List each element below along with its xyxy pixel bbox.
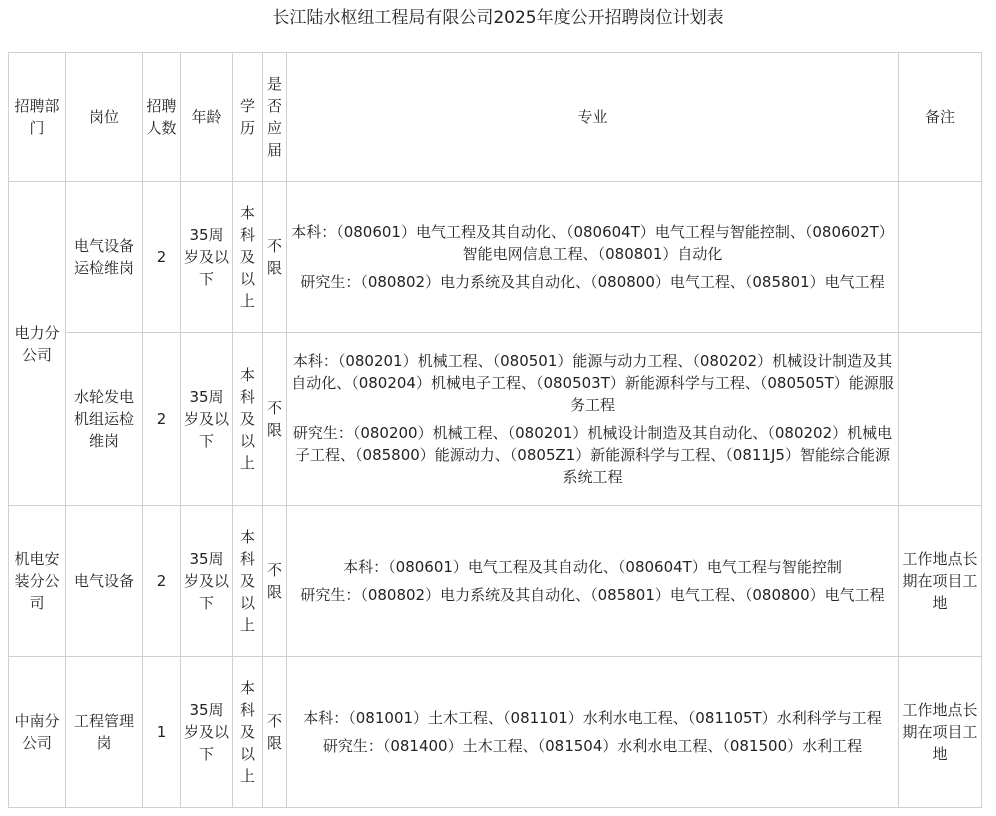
major-graduate: 研究生：（080802）电力系统及其自动化、（080800）电气工程、（085801）电气工程 — [300, 273, 885, 291]
cell-fresh: 不限 — [263, 333, 287, 506]
cell-remark — [899, 182, 982, 333]
header-dept: 招聘部门 — [9, 53, 66, 182]
cell-education: 本科及以上 — [233, 182, 263, 333]
cell-education: 本科及以上 — [233, 657, 263, 808]
table-header-row — [9, 53, 982, 182]
cell-remark: 工作地点长期在项目工地 — [899, 506, 982, 657]
header-age: 年龄 — [181, 53, 233, 182]
table-row — [9, 333, 982, 506]
header-position: 岗位 — [66, 53, 143, 182]
cell-education: 本科及以上 — [233, 333, 263, 506]
cell-remark — [899, 333, 982, 506]
cell-fresh: 不限 — [263, 182, 287, 333]
major-undergrad: 本科：（080201）机械工程、（080501）能源与动力工程、（080202）机械设计制造及其自动化、（080204）机械电子工程、（080503T）新能源科学与工程、（080505T）能源服务工程 — [291, 352, 894, 414]
cell-remark: 工作地点长期在项目工地 — [899, 657, 982, 808]
cell-age: 35周岁及以下 — [181, 657, 233, 808]
cell-position: 电气设备 — [66, 506, 143, 657]
cell-count: 2 — [143, 506, 181, 657]
cell-fresh: 不限 — [263, 657, 287, 808]
cell-count: 1 — [143, 657, 181, 808]
cell-major — [287, 506, 899, 657]
cell-dept: 中南分公司 — [9, 657, 66, 808]
cell-count: 2 — [143, 333, 181, 506]
header-education: 学历 — [233, 53, 263, 182]
major-graduate: 研究生：（080802）电力系统及其自动化、（085801）电气工程、（080800）电气工程 — [300, 586, 885, 604]
header-count: 招聘人数 — [143, 53, 181, 182]
cell-position: 水轮发电机组运检维岗 — [66, 333, 143, 506]
table-row — [9, 657, 982, 808]
header-remark: 备注 — [899, 53, 982, 182]
cell-major — [287, 657, 899, 808]
cell-age: 35周岁及以下 — [181, 333, 233, 506]
major-undergrad: 本科：（080601）电气工程及其自动化、（080604T）电气工程与智能控制、（080602T）智能电网信息工程、（080801）自动化 — [291, 223, 894, 263]
recruitment-plan-table — [8, 52, 982, 808]
cell-age: 35周岁及以下 — [181, 506, 233, 657]
cell-position: 电气设备运检维岗 — [66, 182, 143, 333]
major-graduate: 研究生：（080200）机械工程、（080201）机械设计制造及其自动化、（080202）机械电子工程、（085800）能源动力、（0805Z1）新能源科学与工程、（0811J5）智能综合能源系统工程 — [292, 424, 893, 486]
cell-major — [287, 182, 899, 333]
cell-fresh: 不限 — [263, 506, 287, 657]
cell-count: 2 — [143, 182, 181, 333]
header-fresh: 是否应届 — [263, 53, 287, 182]
major-undergrad: 本科：（080601）电气工程及其自动化、（080604T）电气工程与智能控制 — [343, 558, 842, 576]
page-title: 长江陆水枢纽工程局有限公司2025年度公开招聘岗位计划表 — [272, 8, 724, 28]
cell-age: 35周岁及以下 — [181, 182, 233, 333]
table-row — [9, 182, 982, 333]
major-graduate: 研究生：（081400）土木工程、（081504）水利水电工程、（081500）水利工程 — [322, 737, 863, 755]
cell-dept: 电力分公司 — [9, 182, 66, 506]
cell-position: 工程管理岗 — [66, 657, 143, 808]
table-row — [9, 506, 982, 657]
header-major: 专业 — [287, 53, 899, 182]
major-undergrad: 本科：（081001）土木工程、（081101）水利水电工程、（081105T）水利科学与工程 — [303, 709, 882, 727]
cell-dept: 机电安装分公司 — [9, 506, 66, 657]
cell-major — [287, 333, 899, 506]
cell-education: 本科及以上 — [233, 506, 263, 657]
